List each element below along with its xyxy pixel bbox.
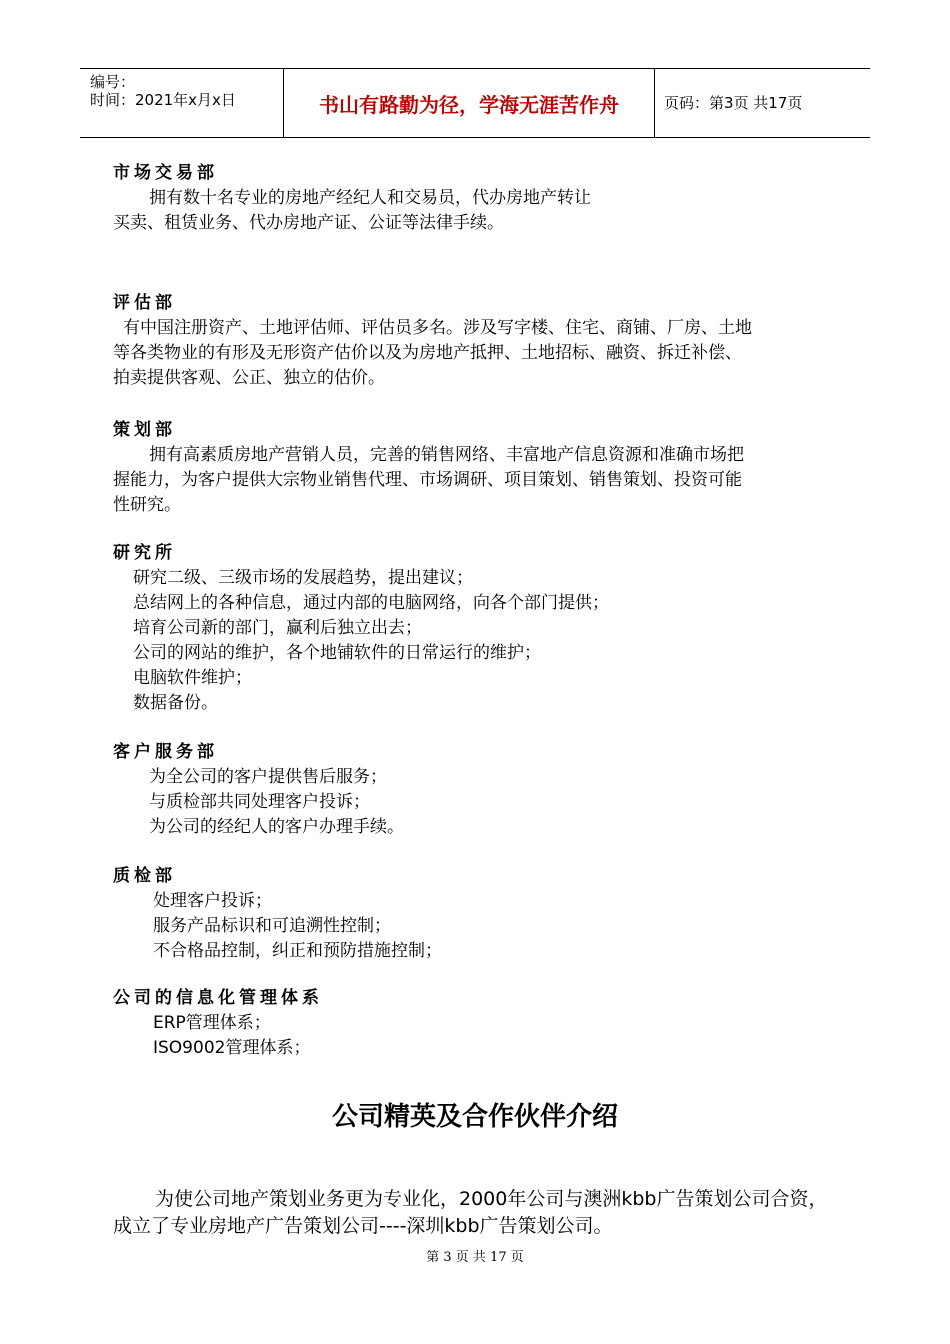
department-list [113, 160, 843, 1061]
section-appraisal [113, 290, 843, 417]
section-line: 为公司的经纪人的客户办理手续。 [149, 817, 404, 837]
section-heading: 研究所 [113, 543, 176, 563]
section-line: 拍卖提供客观、公正、独立的估价。 [113, 368, 385, 388]
header-meta-cell [80, 69, 284, 137]
section-market-trading [113, 160, 843, 250]
section-heading: 客户服务部 [113, 742, 218, 762]
section-line: 不合格品控制，纠正和预防措施控制； [153, 941, 442, 961]
section-heading: 质检部 [113, 866, 176, 886]
section-line: 与质检部共同处理客户投诉； [149, 792, 370, 812]
section-planning [113, 417, 843, 540]
section-heading: 市场交易部 [113, 163, 218, 183]
section-heading: 策划部 [113, 420, 176, 440]
section-line: 等各类物业的有形及无形资产估价以及为房地产抵押、土地招标、融资、拆迁补偿、 [113, 343, 742, 363]
section-heading: 公司的信息化管理体系 [113, 988, 323, 1008]
section-customer-service [113, 739, 843, 863]
document-header [80, 68, 870, 138]
page-footer: 第 3 页 共 17 页 [426, 1250, 524, 1265]
section-line: 拥有高素质房地产营销人员，完善的销售网络、丰富地产信息资源和准确市场把 [149, 445, 744, 465]
section-line: ISO9002管理体系； [153, 1038, 311, 1058]
section-line: 研究二级、三级市场的发展趋势，提出建议； [133, 568, 473, 588]
section-line: 处理客户投诉； [153, 891, 272, 911]
section-line: ERP管理体系； [153, 1013, 271, 1033]
intro-text: 为使公司地产策划业务更为专业化，2000年公司与澳洲kbb广告策划公司合资，成立了专业房地产广告策划公司----深圳kbb广告策划公司。 [113, 1188, 828, 1237]
intro-paragraph [113, 1186, 843, 1240]
section-line: 服务产品标识和可追溯性控制； [153, 916, 391, 936]
section-line: 有中国注册资产、土地评估师、评估员多名。涉及写字楼、住宅、商铺、厂房、土地 [123, 318, 752, 338]
section-line: 总结网上的各种信息，通过内部的电脑网络，向各个部门提供； [133, 593, 609, 613]
section-line: 性研究。 [113, 495, 181, 515]
date-label: 时间：2021年x月x日 [90, 91, 236, 109]
section-line: 数据备份。 [133, 693, 218, 713]
header-motto: 书山有路勤为径，学海无涯苦作舟 [284, 69, 655, 137]
section-line: 公司的网站的维护，各个地铺软件的日常运行的维护； [133, 643, 541, 663]
section-line: 拥有数十名专业的房地产经纪人和交易员，代办房地产转让 [149, 188, 591, 208]
header-page-info: 页码：第3页 共17页 [664, 94, 803, 112]
section-heading: 评估部 [113, 293, 176, 313]
page-title: 公司精英及合作伙伴介绍 [331, 1102, 618, 1132]
section-line: 电脑软件维护； [133, 668, 252, 688]
section-line: 为全公司的客户提供售后服务； [149, 767, 387, 787]
section-line: 握能力，为客户提供大宗物业销售代理、市场调研、项目策划、销售策划、投资可能 [113, 470, 742, 490]
section-line: 培育公司新的部门，赢利后独立出去； [133, 618, 422, 638]
number-label: 编号： [90, 73, 136, 91]
section-information-management [113, 985, 843, 1061]
section-line: 买卖、租赁业务、代办房地产证、公证等法律手续。 [113, 213, 504, 233]
section-research [113, 540, 843, 739]
section-quality-inspection [113, 863, 843, 985]
